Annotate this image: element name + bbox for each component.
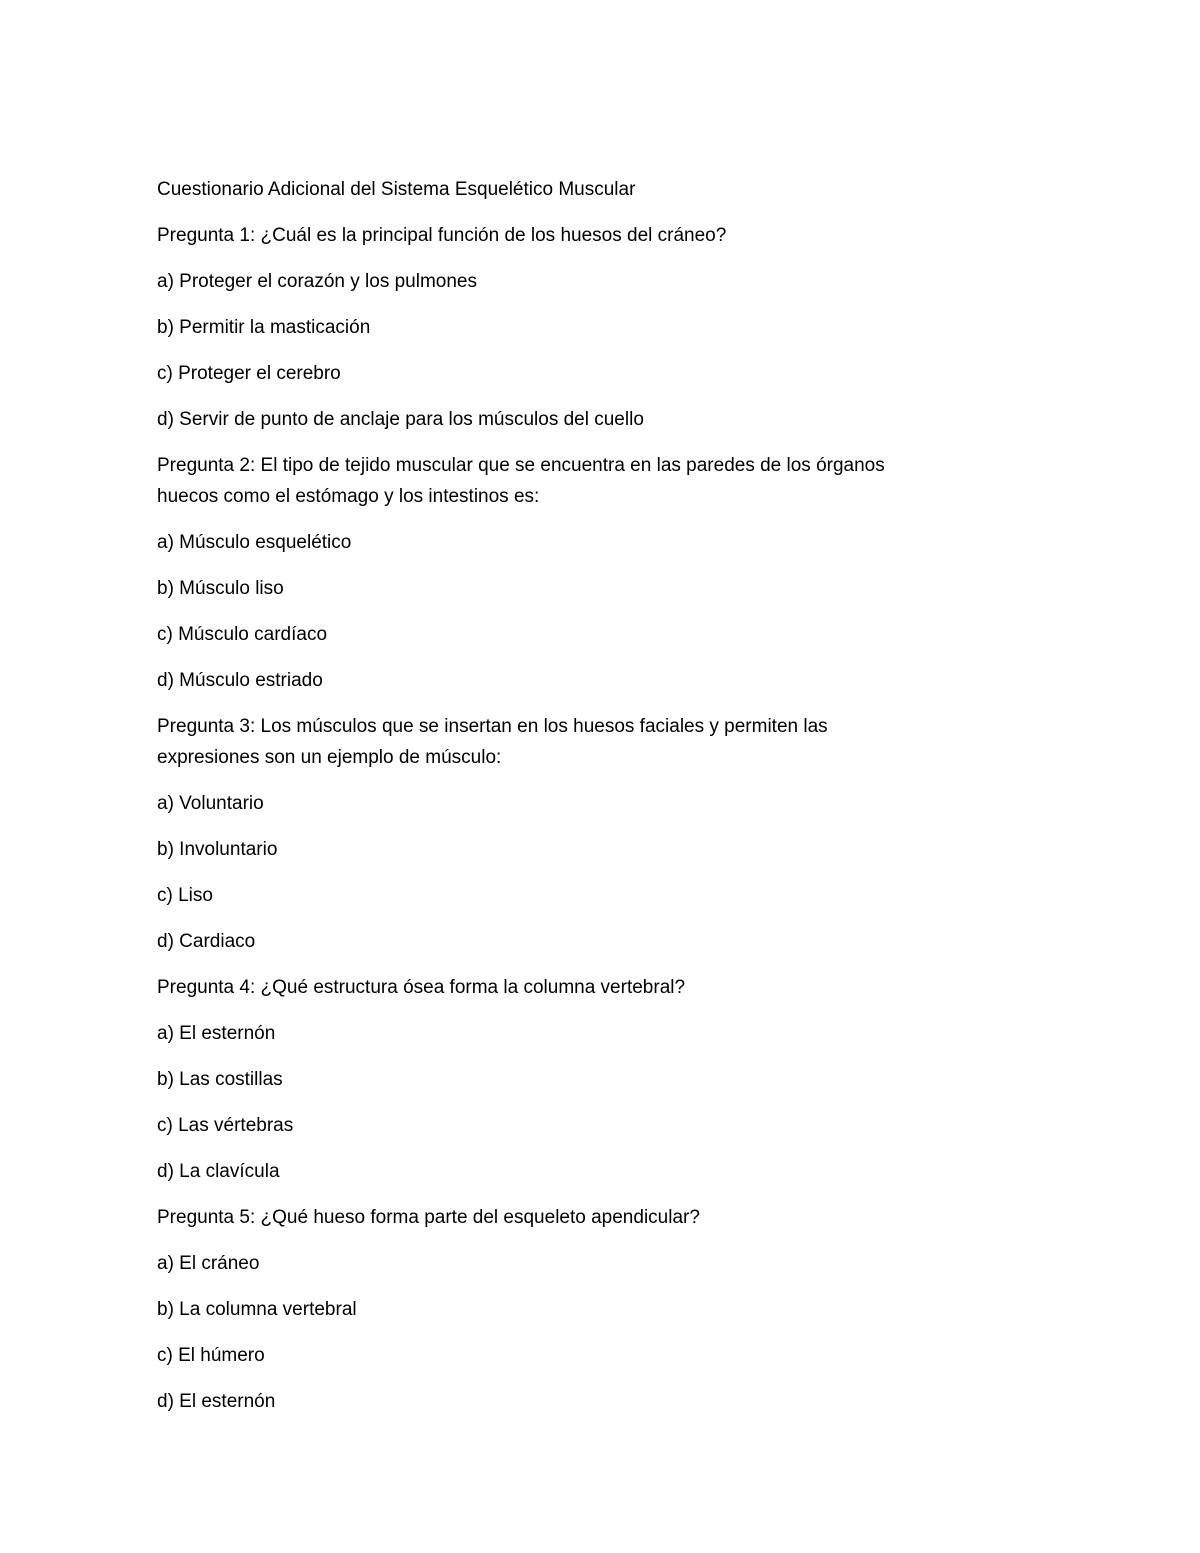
question-4-option-d: d) La clavícula xyxy=(157,1161,280,1182)
question-3-option-c: c) Liso xyxy=(157,885,213,906)
question-3-option-a: a) Voluntario xyxy=(157,793,264,814)
question-5-option-d: d) El esternón xyxy=(157,1391,276,1412)
question-4-option-a: a) El esternón xyxy=(157,1023,276,1044)
question-2-text-line-2: huecos como el estómago y los intestinos es: xyxy=(157,486,540,507)
question-2-option-a: a) Músculo esquelético xyxy=(157,532,352,553)
question-3 xyxy=(157,711,937,773)
question-5 xyxy=(157,1202,937,1233)
question-1-text: Pregunta 1: ¿Cuál es la principal función de los huesos del cráneo? xyxy=(157,225,727,246)
document-content xyxy=(157,174,937,1432)
question-1-option-a: a) Proteger el corazón y los pulmones xyxy=(157,271,477,292)
question-4 xyxy=(157,972,937,1003)
question-4-option-c: c) Las vértebras xyxy=(157,1115,294,1136)
question-3-option-d: d) Cardiaco xyxy=(157,931,256,952)
question-1-option-b: b) Permitir la masticación xyxy=(157,317,371,338)
question-1-option-c: c) Proteger el cerebro xyxy=(157,363,341,384)
question-3-option-b: b) Involuntario xyxy=(157,839,278,860)
question-2-text-line-1: Pregunta 2: El tipo de tejido muscular que se encuentra en las paredes de los órganos xyxy=(157,455,885,476)
question-2-option-d: d) Músculo estriado xyxy=(157,670,323,691)
question-2-option-b: b) Músculo liso xyxy=(157,578,284,599)
question-1-option-d: d) Servir de punto de anclaje para los músculos del cuello xyxy=(157,409,644,430)
question-3-text-line-1: Pregunta 3: Los músculos que se insertan en los huesos faciales y permiten las xyxy=(157,716,828,737)
question-5-option-c: c) El húmero xyxy=(157,1345,265,1366)
question-2 xyxy=(157,450,937,512)
question-4-text: Pregunta 4: ¿Qué estructura ósea forma la columna vertebral? xyxy=(157,977,686,998)
question-5-option-b: b) La columna vertebral xyxy=(157,1299,357,1320)
question-3-text-line-2: expresiones son un ejemplo de músculo: xyxy=(157,747,502,768)
question-5-option-a: a) El cráneo xyxy=(157,1253,260,1274)
question-5-text: Pregunta 5: ¿Qué hueso forma parte del esqueleto apendicular? xyxy=(157,1207,700,1228)
question-4-option-b: b) Las costillas xyxy=(157,1069,283,1090)
question-1 xyxy=(157,220,937,251)
question-2-option-c: c) Músculo cardíaco xyxy=(157,624,328,645)
document-title: Cuestionario Adicional del Sistema Esquelético Muscular xyxy=(157,179,636,200)
